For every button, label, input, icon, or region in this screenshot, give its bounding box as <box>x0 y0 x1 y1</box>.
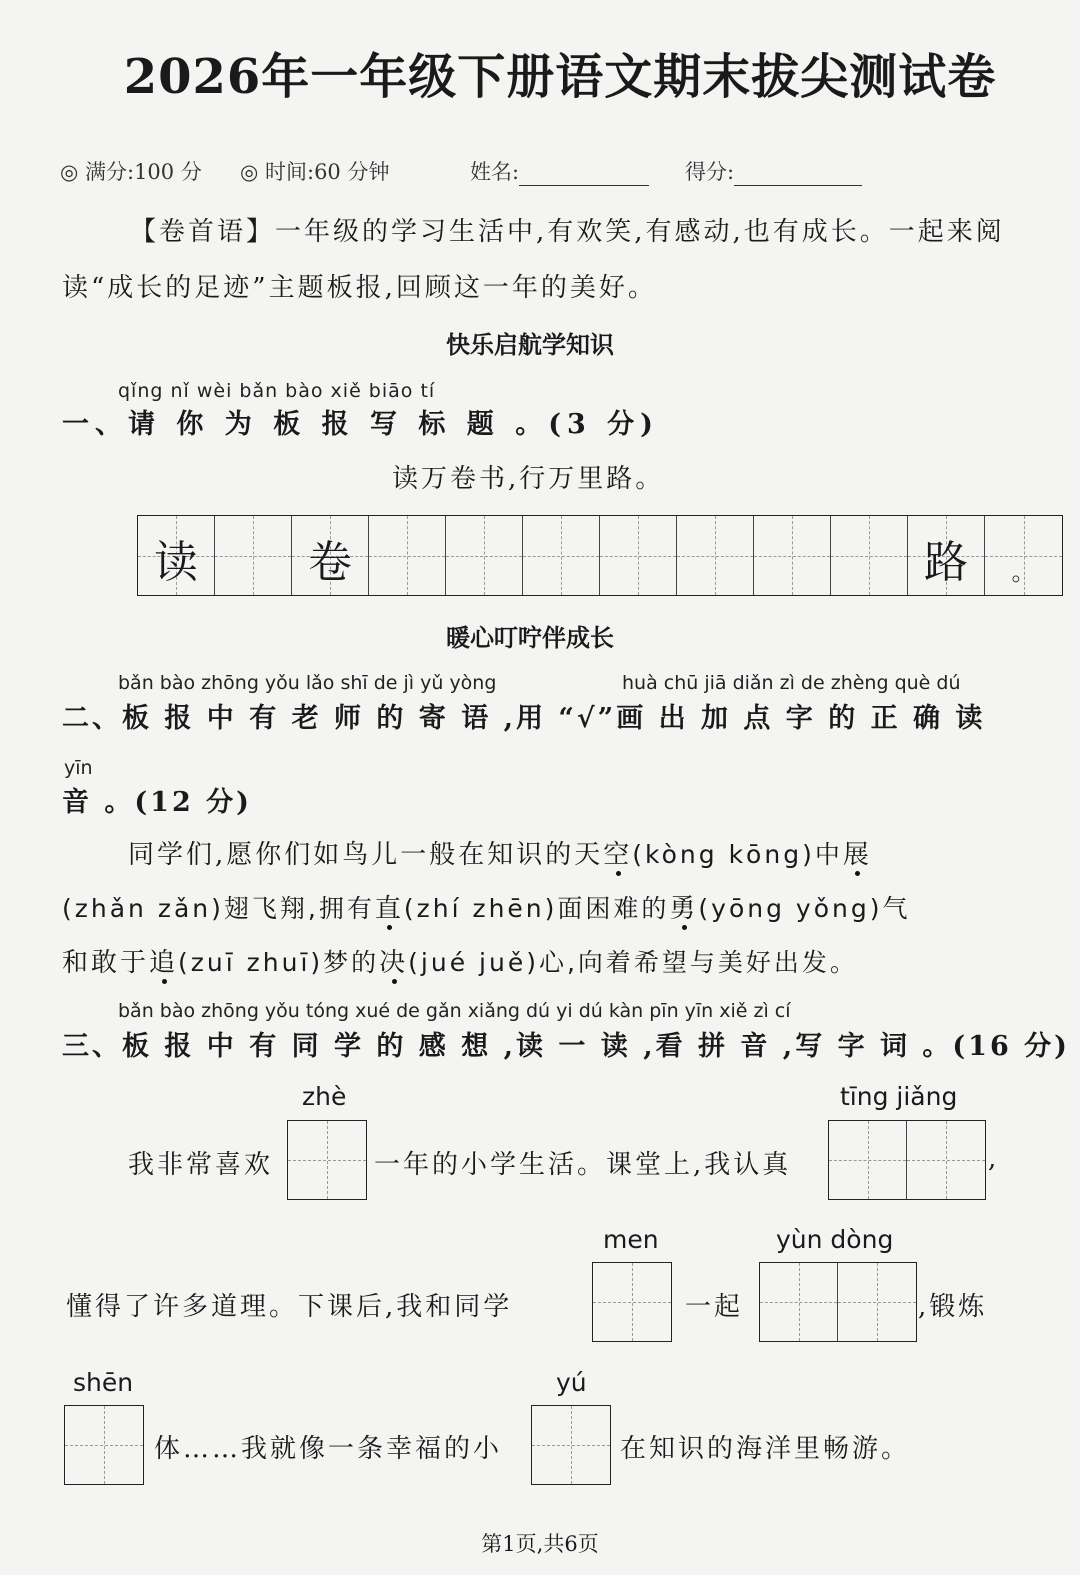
q3-title: 三、板 报 中 有 同 学 的 感 想 ,读 一 读 ,看 拼 音 ,写 字 词 。(16 分) <box>62 1031 1070 1062</box>
grid-cell[interactable] <box>677 516 754 595</box>
page-title: 2026年一年级下册语文期末拔尖测试卷 <box>123 49 997 105</box>
grid-cell[interactable] <box>523 516 600 595</box>
q2-title: 二、板 报 中 有 老 师 的 寄 语 ,用 “√”画 出 加 点 字 的 正 确 读 <box>62 703 986 734</box>
grid-cell[interactable] <box>754 516 831 595</box>
grid-cell[interactable] <box>292 516 369 595</box>
pinyin-tingjiang: tīng jiǎng <box>840 1082 958 1111</box>
pinyin-shen: shēn <box>73 1368 134 1397</box>
grid-cell[interactable] <box>215 516 292 595</box>
q2-title-cont: 音 。(12 分) <box>62 787 252 818</box>
answer-box-zhe[interactable] <box>287 1120 367 1200</box>
pinyin-yundong: yùn dòng <box>776 1225 894 1254</box>
score-field[interactable] <box>685 156 862 186</box>
grid-cell[interactable] <box>600 516 677 595</box>
grid-cell-char: 读 <box>154 537 198 588</box>
q3-sentence-1c: , <box>988 1144 1000 1174</box>
answer-box-yu[interactable] <box>531 1405 611 1485</box>
q2-pinyin-3: yīn <box>64 757 93 779</box>
q2-line-3: 和敢于追(zuī zhuī)梦的决(jué juě)心,向着希望与美好出发。 <box>62 948 858 978</box>
q3-sentence-2b: 一起 <box>685 1292 744 1322</box>
name-label: 姓名: <box>470 160 520 184</box>
grid-cell[interactable] <box>446 516 523 595</box>
q1-pinyin: qǐng nǐ wèi bǎn bào xiě biāo tí <box>118 380 436 402</box>
q2-pinyin-1: bǎn bào zhōng yǒu lǎo shī de jì yǔ yòng <box>118 672 497 694</box>
exam-time: ◎ 时间:60 分钟 <box>240 160 390 184</box>
q3-sentence-1a: 我非常喜欢 <box>128 1150 274 1180</box>
grid-cell-char: 。 <box>1011 558 1036 586</box>
grid-cell[interactable] <box>908 516 985 595</box>
q3-sentence-3a: 体……我就像一条幸福的小 <box>154 1434 503 1464</box>
answer-box-yundong[interactable] <box>759 1262 917 1342</box>
pinyin-yu: yú <box>556 1368 587 1397</box>
answer-box-shen[interactable] <box>64 1405 144 1485</box>
section-heading-1: 快乐启航学知识 <box>446 330 614 359</box>
q1-hint: 读万卷书,行万里路。 <box>392 464 665 494</box>
preface: 【卷首语】一年级的学习生活中,有欢笑,有感动,也有成长。一起来阅读“成长的足迹”主题板报,回顾这一年的美好。 <box>62 217 1005 303</box>
q3-sentence-2c: ,锻炼 <box>918 1292 988 1322</box>
q1-title: 一、请 你 为 板 报 写 标 题 。(3 分) <box>62 409 659 440</box>
grid-cell[interactable] <box>831 516 908 595</box>
pinyin-zhe: zhè <box>302 1082 347 1111</box>
q3-sentence-2a: 懂得了许多道理。下课后,我和同学 <box>66 1292 513 1322</box>
q3-pinyin: bǎn bào zhōng yǒu tóng xué de gǎn xiǎng dú yi dú kàn pīn yīn xiě zì cí <box>118 1000 791 1022</box>
score-label: 得分: <box>685 160 735 184</box>
q2-line-1: 同学们,愿你们如鸟儿一般在知识的天空(kòng kōng)中展 <box>128 840 872 870</box>
grid-cell[interactable] <box>985 516 1062 595</box>
grid-cell-char: 卷 <box>308 537 352 588</box>
grid-cell-char: 路 <box>924 537 968 588</box>
pinyin-men: men <box>603 1225 659 1254</box>
full-score: ◎ 满分:100 分 <box>60 160 202 184</box>
section-heading-2: 暖心叮咛伴成长 <box>446 623 614 652</box>
grid-cell[interactable] <box>138 516 215 595</box>
q2-pinyin-2: huà chū jiā diǎn zì de zhèng què dú <box>622 672 961 694</box>
answer-box-men[interactable] <box>592 1262 672 1342</box>
answer-box-tingjiang[interactable] <box>828 1120 986 1200</box>
name-field[interactable] <box>470 156 649 186</box>
q1-writing-grid[interactable] <box>137 515 1063 596</box>
q3-sentence-3b: 在知识的海洋里畅游。 <box>620 1434 911 1464</box>
q2-line-2: (zhǎn zǎn)翅飞翔,拥有直(zhí zhēn)面困难的勇(yōng yǒng)气 <box>62 894 911 924</box>
grid-cell[interactable] <box>369 516 446 595</box>
q3-sentence-1b: 一年的小学生活。课堂上,我认真 <box>374 1150 792 1180</box>
page-footer: 第1页,共6页 <box>481 1532 599 1556</box>
